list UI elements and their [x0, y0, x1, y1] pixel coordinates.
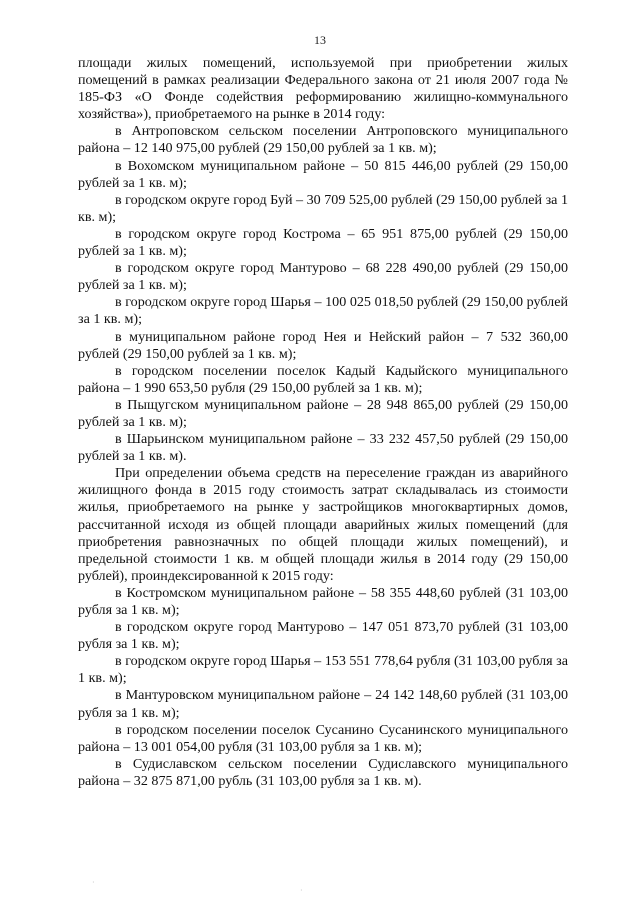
paragraph-manturovo: в городском округе город Мантурово – 68 228 490,00 рублей (29 150,00 рублей за 1 кв. м);: [78, 260, 568, 294]
paragraph-kostroma-district: в Костромском муниципальном районе – 58 355 448,60 рублей (31 103,00 рубля за 1 кв. м);: [78, 584, 568, 618]
paragraph-manturovo-2015: в городском округе город Мантурово – 147 051 873,70 рублей (31 103,00 рубля за 1 кв. м);: [78, 619, 568, 653]
paragraph-sudislavl: в Судиславском сельском поселении Судиславского муниципального района – 32 875 871,00 рубль (31 103,00 рубля за 1 кв. м).: [78, 755, 568, 789]
paragraph-2015-method: При определении объема средств на переселение граждан из аварийного жилищного фонда в 2015 году стоимость затрат складывалась из стоимости жилья, приобретаемого на рынке у застройщиков многоквартирных домов, рассчитанной исходя из общей площади аварийных жилых помещений (для приобретения равнозначных по общей площади жилых помещений), и предельной стоимости 1 кв. м общей площади жилья в 2014 году (29 150,00 рублей), проиндексированной к 2015 году:: [78, 465, 568, 584]
paragraph-susanino: в городском поселении поселок Сусанино Сусанинского муниципального района – 13 001 054,00 рубля (31 103,00 рубля за 1 кв. м);: [78, 721, 568, 755]
paragraph-antropovo: в Антроповском сельском поселении Антроповского муниципального района – 12 140 975,00 рублей (29 150,00 рублей за 1 кв. м);: [78, 123, 568, 157]
paragraph-sharya-district: в Шарьинском муниципальном районе – 33 232 457,50 рублей (29 150,00 рублей за 1 кв. м).: [78, 431, 568, 465]
paragraph-sharya: в городском округе город Шарья – 100 025 018,50 рублей (29 150,00 рублей за 1 кв. м);: [78, 294, 568, 328]
paragraph-buy: в городском округе город Буй – 30 709 525,00 рублей (29 150,00 рублей за 1 кв. м);: [78, 191, 568, 225]
page-number: 13: [314, 33, 326, 47]
paragraph-manturovo-district: в Мантуровском муниципальном районе – 24 142 148,60 рублей (31 103,00 рубля за 1 кв. м);: [78, 687, 568, 721]
scan-artifact: ·: [300, 886, 303, 895]
paragraph-intro: площади жилых помещений, используемой при приобретении жилых помещений в рамках реализации Федерального закона от 21 июля 2007 года № 185-ФЗ «О Фонде содействия реформированию жилищно-коммунального хозяйства»), приобретаемого на рынке в 2014 году:: [78, 55, 568, 123]
paragraph-kadyy: в городском поселении поселок Кадый Кадыйского муниципального района – 1 990 653,50 рубля (29 150,00 рублей за 1 кв. м);: [78, 362, 568, 396]
paragraph-kostroma: в городском округе город Кострома – 65 951 875,00 рублей (29 150,00 рублей за 1 кв. м);: [78, 225, 568, 260]
scan-artifact: ·: [92, 878, 95, 887]
paragraph-pyshchug: в Пыщугском муниципальном районе – 28 948 865,00 рублей (29 150,00 рублей за 1 кв. м);: [78, 396, 568, 430]
paragraph-vokhma: в Вохомском муниципальном районе – 50 815 446,00 рублей (29 150,00 рублей за 1 кв. м);: [78, 157, 568, 191]
paragraph-neya: в муниципальном районе город Нея и Нейский район – 7 532 360,00 рублей (29 150,00 рублей за 1 кв. м);: [78, 328, 568, 362]
paragraph-sharya-2015: в городском округе город Шарья – 153 551 778,64 рубля (31 103,00 рубля за 1 кв. м);: [78, 653, 568, 687]
document-body: [78, 55, 568, 790]
